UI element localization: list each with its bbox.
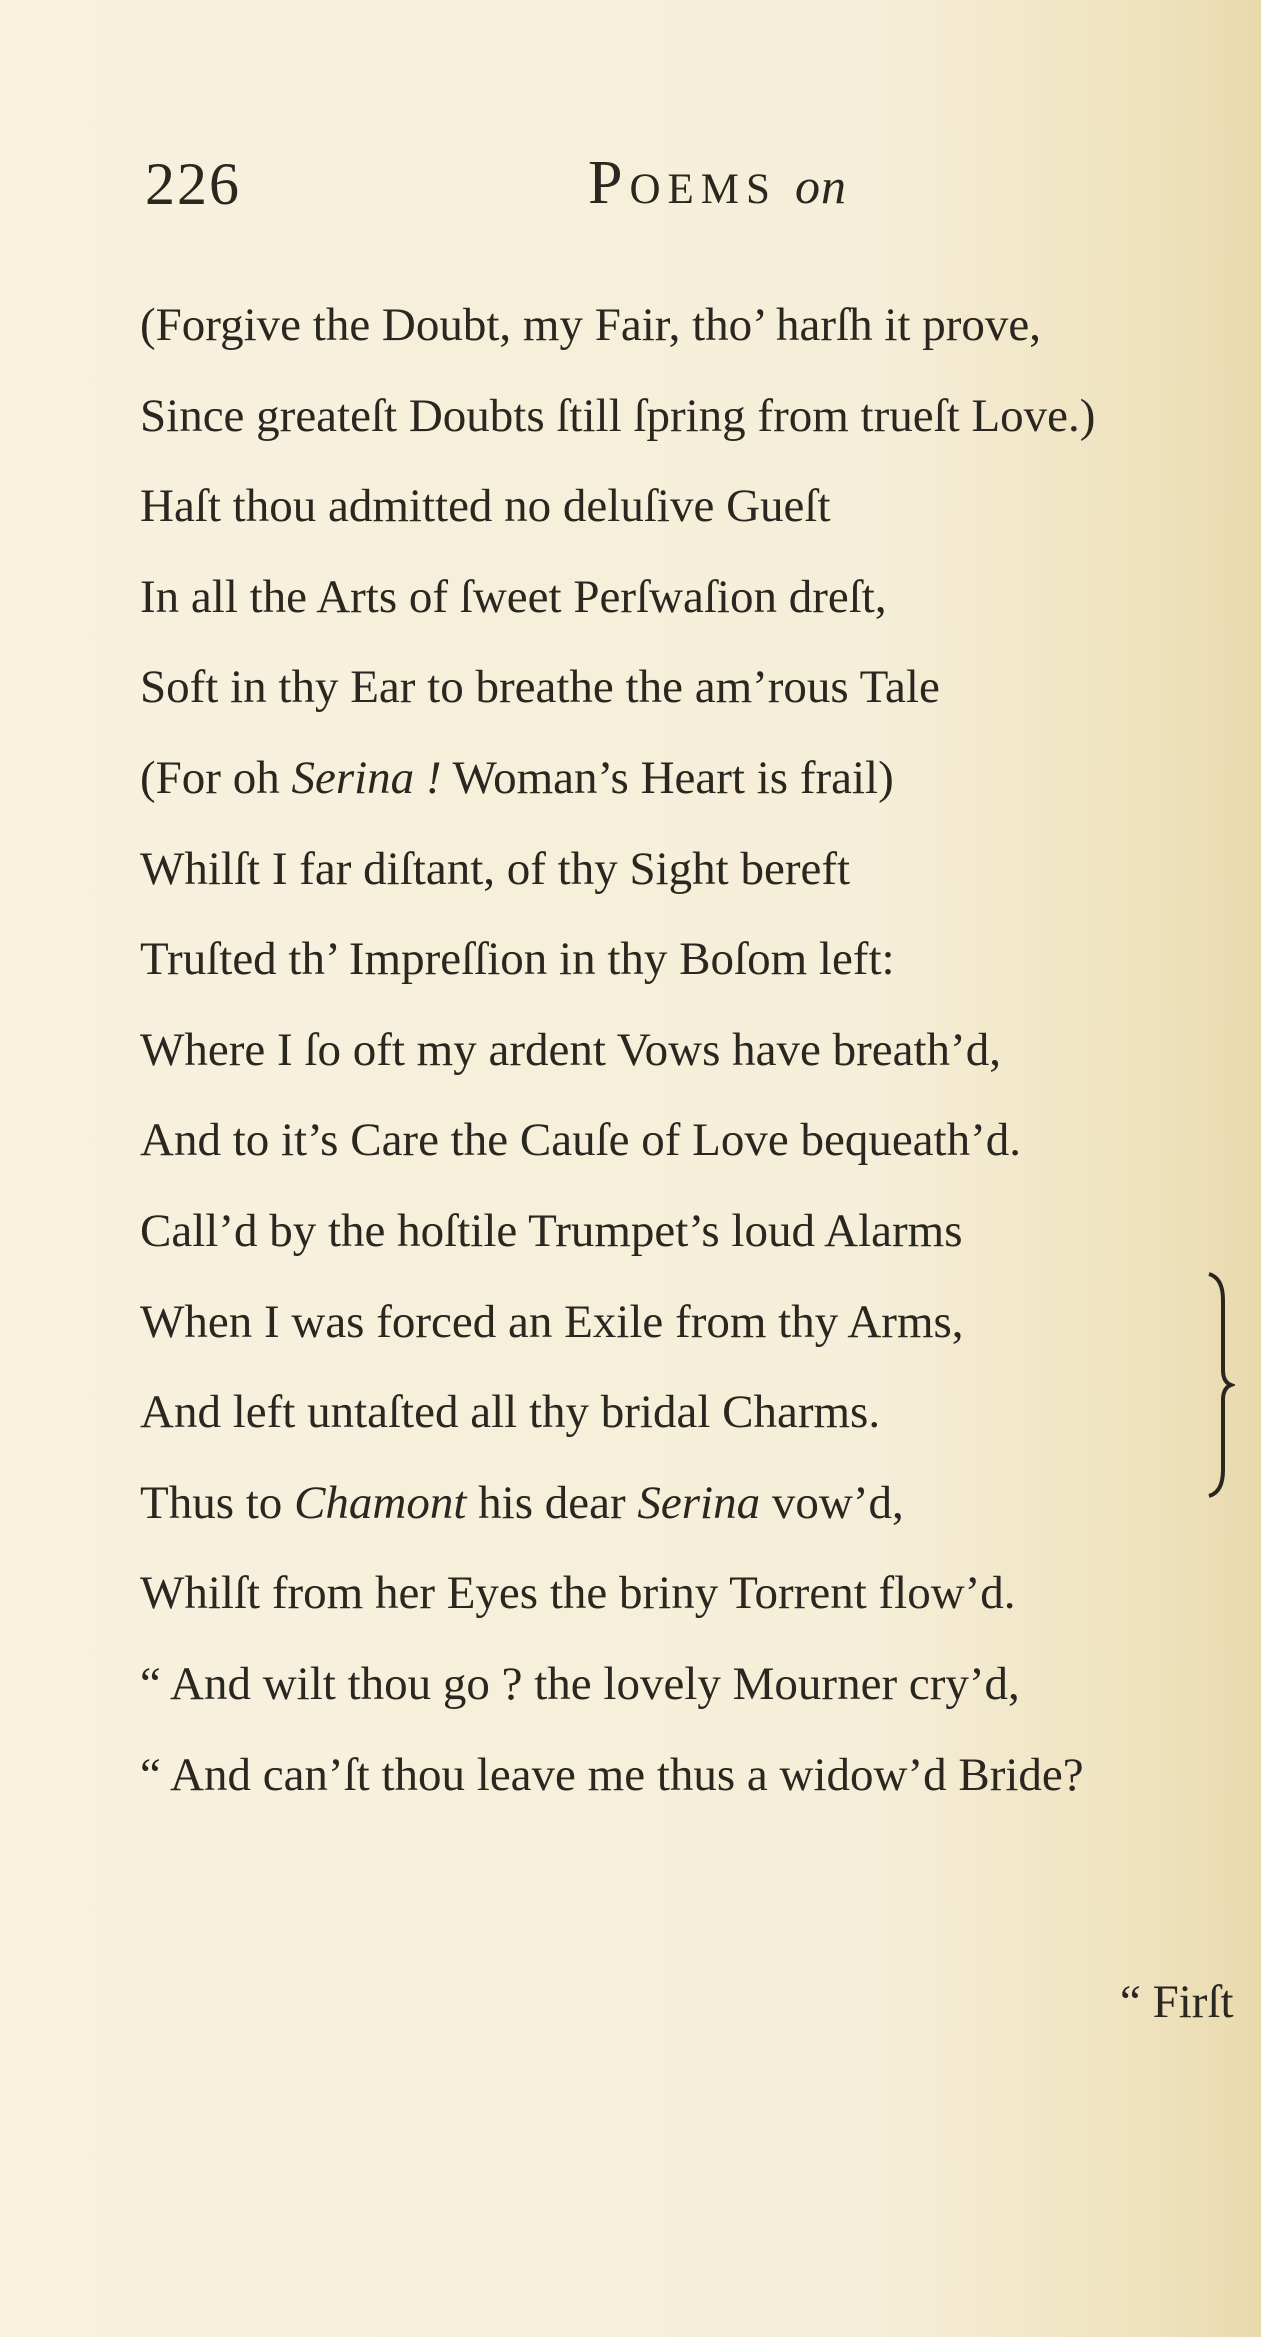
verse-line bbox=[140, 1730, 1240, 1821]
verse-line bbox=[140, 461, 1240, 552]
verse-text: Haſt thou admitted no deluſive Gueſt bbox=[140, 480, 831, 533]
verse-line bbox=[140, 552, 1240, 643]
verse-text: In all the Arts of ſweet Perſwaſion dreſt, bbox=[140, 570, 887, 623]
verse-text: Since greateſt Doubts ſtill ſpring from trueſt Love.) bbox=[140, 389, 1096, 442]
verse-text: Whilſt I far diſtant, of thy Sight bereft bbox=[140, 842, 851, 895]
verse-text: Woman’s Heart is frail) bbox=[441, 751, 894, 804]
verse-text: Call’d by the hoſtile Trumpet’s loud Alarms bbox=[140, 1204, 963, 1257]
verse-line bbox=[140, 371, 1240, 462]
verse-text: his dear bbox=[466, 1476, 638, 1529]
verse-line bbox=[140, 1548, 1240, 1639]
page-header bbox=[0, 138, 1261, 218]
page-number: 226 bbox=[145, 151, 241, 217]
verse-text: “ And wilt thou go ? the lovely Mourner cry’d, bbox=[140, 1657, 1020, 1710]
running-head-word: Poems bbox=[588, 149, 777, 217]
catchword: “ Firſt bbox=[1120, 1976, 1234, 2028]
verse-line bbox=[140, 1005, 1240, 1096]
verse-line bbox=[140, 1095, 1240, 1186]
verse-text: Truſted th’ Impreſſion in thy Boſom left: bbox=[140, 933, 895, 986]
verse-text: When I was forced an Exile from thy Arms, bbox=[140, 1295, 964, 1348]
verse-line bbox=[140, 914, 1240, 1005]
verse-text: Soft in thy Ear to breathe the am’rous Tale bbox=[140, 661, 940, 714]
verse-text: And to it’s Care the Cauſe of Love bequeath’d. bbox=[140, 1114, 1021, 1167]
verse-italic: Chamont bbox=[294, 1476, 467, 1529]
verse-text: Where I ſo oft my ardent Vows have breath’d, bbox=[140, 1023, 1001, 1076]
verse-line bbox=[140, 1458, 1240, 1549]
verse-italic: Serina ! bbox=[291, 751, 442, 804]
verse-text: And left untaſted all thy bridal Charms. bbox=[140, 1386, 881, 1439]
verse-text: Whilſt from her Eyes the briny Torrent flow’d. bbox=[140, 1567, 1016, 1620]
verse-text: vow’d, bbox=[760, 1476, 904, 1529]
verse-line bbox=[140, 733, 1240, 824]
verse-line bbox=[140, 280, 1240, 371]
verse-text: (For oh bbox=[140, 751, 292, 804]
verse-line bbox=[140, 1277, 1240, 1368]
verse-line bbox=[140, 1367, 1240, 1458]
verse-line bbox=[140, 824, 1240, 915]
running-head-italic: on bbox=[794, 158, 847, 214]
verse-italic: Serina bbox=[637, 1476, 761, 1529]
verse-line bbox=[140, 642, 1240, 733]
running-head bbox=[588, 148, 847, 219]
poem-text bbox=[140, 280, 1240, 1820]
verse-line bbox=[140, 1186, 1240, 1277]
verse-text: Thus to bbox=[140, 1476, 295, 1529]
verse-text: (Forgive the Doubt, my Fair, tho’ harſh it prove, bbox=[140, 299, 1041, 351]
triplet-brace-icon bbox=[1205, 1270, 1235, 1500]
verse-line bbox=[140, 1639, 1240, 1730]
verse-text: “ And can’ſt thou leave me thus a widow’d Bride? bbox=[140, 1748, 1084, 1801]
